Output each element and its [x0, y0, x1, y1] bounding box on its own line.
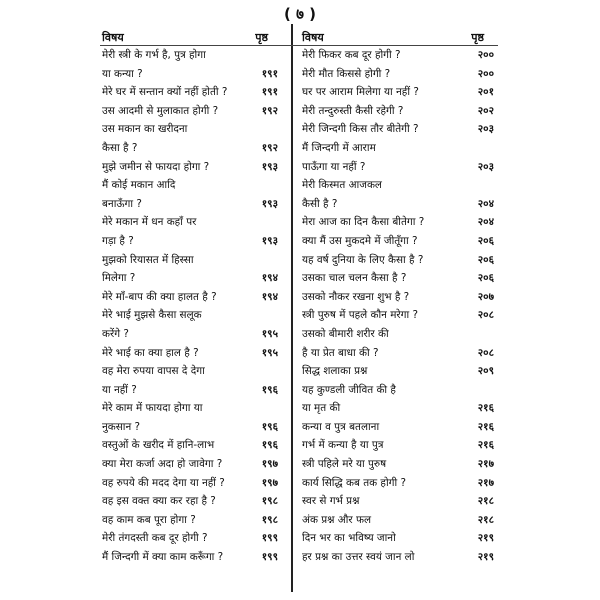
- entry-text: घर पर आराम मिलेगा या नहीं ?: [302, 86, 419, 99]
- entry-text: मैं जिन्दगी में आराम: [302, 141, 376, 154]
- entry-page-number: २०१: [476, 83, 494, 102]
- entry-page-number: १९८: [260, 511, 278, 530]
- entry-page-number: २१७: [476, 455, 494, 474]
- entry-page-number: २१६: [476, 436, 494, 455]
- entry-page-number: १९५: [260, 325, 278, 344]
- entry-page-number: २०३: [476, 158, 494, 177]
- toc-entry: [102, 529, 278, 548]
- entry-text: नुकसान ?: [102, 420, 141, 433]
- entry-text: वह मेरा रुपया वापस दे देगा: [102, 365, 205, 378]
- toc-entry: [302, 306, 494, 325]
- entry-text: उसको बीमारी शरीर की: [302, 327, 389, 340]
- toc-entry: [302, 511, 494, 530]
- entry-page-number: २०२: [476, 102, 494, 121]
- entry-text: यह वर्ष दुनिया के लिए कैसा है ?: [302, 253, 424, 266]
- toc-entry: [102, 399, 278, 436]
- entry-page-number: २०६: [476, 251, 494, 270]
- toc-entry: [102, 158, 278, 177]
- toc-entry: [102, 102, 278, 121]
- entry-page-number: १९२: [260, 139, 278, 158]
- left-column-header: [102, 30, 278, 46]
- entry-text: मेरी जिन्दगी किस तौर बीतेगी ?: [302, 123, 419, 136]
- entry-text: मेरी तन्दुरुस्ती कैसी रहेगी ?: [302, 104, 404, 117]
- entry-page-number: १९६: [260, 418, 278, 437]
- entry-text: मेरी किस्मत आजकल: [302, 179, 382, 192]
- entry-page-number: १९१: [260, 65, 278, 84]
- toc-entry: [302, 455, 494, 474]
- toc-entry: [302, 120, 494, 139]
- entry-text: मेरी तंगदस्ती कब दूर होगी ?: [102, 532, 208, 545]
- entry-page-number: १९३: [260, 158, 278, 177]
- entry-page-number: १९६: [260, 436, 278, 455]
- entry-text: गड़ा है ?: [102, 234, 134, 247]
- entry-text: मेरे भाई का क्या हाल है ?: [102, 346, 199, 359]
- toc-entry: [102, 176, 278, 213]
- entry-page-number: २१८: [476, 492, 494, 511]
- entry-page-number: १९३: [260, 232, 278, 251]
- right-entry-list: [302, 46, 494, 567]
- toc-entry: [302, 474, 494, 493]
- entry-text: गर्भ में कन्या है या पुत्र: [302, 439, 384, 452]
- entry-text: वस्तुओं के खरीद में हानि-लाभ: [102, 439, 215, 452]
- entry-text: पाऊँगा या नहीं ?: [302, 160, 366, 173]
- entry-text: मेरे माँ-बाप की क्या हालत है ?: [102, 290, 217, 303]
- entry-text: वह इस वक्त क्या कर रहा है ?: [102, 495, 216, 508]
- toc-entry: [302, 288, 494, 307]
- entry-text: मैं कोई मकान आदि: [102, 179, 176, 192]
- entry-page-number: २०४: [476, 195, 494, 214]
- subject-heading: विषय: [102, 31, 124, 44]
- entry-text: मेरे घर में सन्तान क्यों नहीं होती ?: [102, 86, 228, 99]
- entry-text: कैसी है ?: [302, 197, 338, 210]
- entry-text: या नहीं ?: [102, 383, 137, 396]
- left-entry-list: [102, 46, 278, 567]
- right-column-header: [302, 30, 494, 46]
- toc-entry: [102, 362, 278, 399]
- entry-page-number: १९७: [260, 474, 278, 493]
- toc-entry: [302, 325, 494, 362]
- entry-text: उसका चाल चलन कैसा है ?: [302, 272, 407, 285]
- entry-text: वह रुपये की मदद देगा या नहीं ?: [102, 476, 225, 489]
- toc-entry: [102, 344, 278, 363]
- subject-heading: विषय: [302, 31, 324, 44]
- page-number: ( ७ ): [284, 5, 316, 23]
- entry-text: या कन्या ?: [102, 67, 143, 80]
- toc-entry: [102, 83, 278, 102]
- entry-text: कार्य सिद्धि कब तक होगी ?: [302, 476, 407, 489]
- toc-entry: [302, 83, 494, 102]
- toc-entry: [302, 548, 494, 567]
- entry-text: वह काम कब पूरा होगा ?: [102, 513, 196, 526]
- column-divider: [291, 24, 293, 592]
- entry-page-number: २१९: [476, 548, 494, 567]
- entry-text: स्त्री पहिले मरे या पुरुष: [302, 458, 387, 471]
- entry-text: दिन भर का भविष्य जानो: [302, 532, 396, 545]
- entry-page-number: २०६: [476, 232, 494, 251]
- entry-page-number: २००: [476, 46, 494, 65]
- toc-entry: [302, 269, 494, 288]
- entry-page-number: १९२: [260, 102, 278, 121]
- right-column: [302, 30, 494, 567]
- toc-entry: [302, 232, 494, 251]
- entry-text: या मृत की: [302, 402, 341, 415]
- entry-page-number: १९९: [260, 529, 278, 548]
- toc-entry: [102, 46, 278, 83]
- entry-page-number: १९१: [260, 83, 278, 102]
- toc-entry: [302, 65, 494, 84]
- entry-text: कैसा है ?: [102, 141, 138, 154]
- entry-text: मेरी स्त्री के गर्भ है, पुत्र होगा: [102, 49, 206, 61]
- toc-entry: [302, 102, 494, 121]
- entry-text: स्त्री पुरुष में पहले कौन मरेगा ?: [302, 309, 419, 322]
- entry-text: मैं जिन्दगी में क्या काम करूँगा ?: [102, 551, 224, 564]
- toc-entry: [302, 436, 494, 455]
- toc-entry: [102, 548, 278, 567]
- entry-text: मेरा आज का दिन कैसा बीतेगा ?: [302, 216, 425, 229]
- entry-text: मुझे जमीन से फायदा होगा ?: [102, 160, 210, 173]
- entry-page-number: २०८: [476, 306, 494, 325]
- toc-entry: [102, 436, 278, 455]
- entry-text: मेरी मौत किससे होगी ?: [302, 67, 391, 80]
- entry-page-number: २१६: [476, 418, 494, 437]
- entry-page-number: २१९: [476, 529, 494, 548]
- entry-page-number: २१७: [476, 474, 494, 493]
- toc-entry: [102, 455, 278, 474]
- entry-text: उस आदमी से मुलाकात होगी ?: [102, 104, 219, 117]
- entry-text: क्या मैं उस मुकदमे में जीतूँगा ?: [302, 234, 418, 247]
- entry-page-number: १९७: [260, 455, 278, 474]
- entry-text: सिद्ध शलाका प्रश्न: [302, 365, 368, 378]
- entry-text: है या प्रेत बाधा की ?: [302, 346, 379, 359]
- entry-page-number: २०४: [476, 213, 494, 232]
- entry-page-number: २०३: [476, 120, 494, 139]
- entry-page-number: २१८: [476, 511, 494, 530]
- toc-entry: [302, 362, 494, 381]
- entry-text: उसको नौकर रखना शुभ है ?: [302, 290, 410, 303]
- toc-entry: [302, 529, 494, 548]
- toc-entry: [302, 381, 494, 418]
- entry-page-number: २०६: [476, 269, 494, 288]
- toc-entry: [102, 306, 278, 343]
- toc-entry: [102, 288, 278, 307]
- toc-entry: [302, 46, 494, 65]
- entry-text: मुझको रियासत में हिस्सा: [102, 253, 194, 266]
- toc-entry: [102, 511, 278, 530]
- toc-entry: [302, 176, 494, 213]
- toc-entry: [302, 418, 494, 437]
- entry-page-number: १९४: [260, 269, 278, 288]
- entry-page-number: १९५: [260, 344, 278, 363]
- page-heading: पृष्ठ: [255, 31, 268, 44]
- entry-text: क्या मेरा कर्जा अदा हो जावेगा ?: [102, 458, 223, 471]
- toc-entry: [102, 492, 278, 511]
- entry-text: स्वर से गर्भ प्रश्न: [302, 495, 360, 508]
- entry-text: मिलेगा ?: [102, 272, 136, 285]
- entry-text: मेरे काम में फायदा होगा या: [102, 402, 203, 415]
- toc-entry: [102, 120, 278, 157]
- toc-entry: [102, 213, 278, 250]
- entry-text: बनाऊँगा ?: [102, 197, 142, 210]
- entry-text: कन्या व पुत्र बतलाना: [302, 420, 380, 433]
- entry-text: मेरे भाई मुझसे कैसा सलूक: [102, 309, 202, 322]
- entry-page-number: १९३: [260, 195, 278, 214]
- entry-text: अंक प्रश्न और फल: [302, 513, 372, 526]
- entry-page-number: २०९: [476, 362, 494, 381]
- entry-text: उस मकान का खरीदना: [102, 123, 188, 136]
- page-heading: पृष्ठ: [471, 31, 484, 44]
- entry-page-number: १९९: [260, 548, 278, 567]
- entry-text: करेंगे ?: [102, 327, 129, 340]
- entry-page-number: २००: [476, 65, 494, 84]
- entry-page-number: २१६: [476, 399, 494, 418]
- toc-entry: [102, 474, 278, 493]
- left-column: [102, 30, 278, 567]
- entry-page-number: १९६: [260, 381, 278, 400]
- toc-entry: [302, 251, 494, 270]
- toc-entry: [102, 251, 278, 288]
- entry-page-number: १९८: [260, 492, 278, 511]
- entry-text: हर प्रश्न का उत्तर स्वयं जान लो: [302, 551, 415, 564]
- toc-entry: [302, 139, 494, 176]
- toc-entry: [302, 213, 494, 232]
- entry-text: मेरे मकान में धन कहाँ पर: [102, 216, 197, 229]
- entry-page-number: २०८: [476, 344, 494, 363]
- entry-text: यह कुण्डली जीवित की है: [302, 383, 396, 396]
- entry-page-number: २०७: [476, 288, 494, 307]
- entry-text: मेरी फिकर कब दूर होगी ?: [302, 49, 401, 61]
- toc-entry: [302, 492, 494, 511]
- entry-page-number: १९४: [260, 288, 278, 307]
